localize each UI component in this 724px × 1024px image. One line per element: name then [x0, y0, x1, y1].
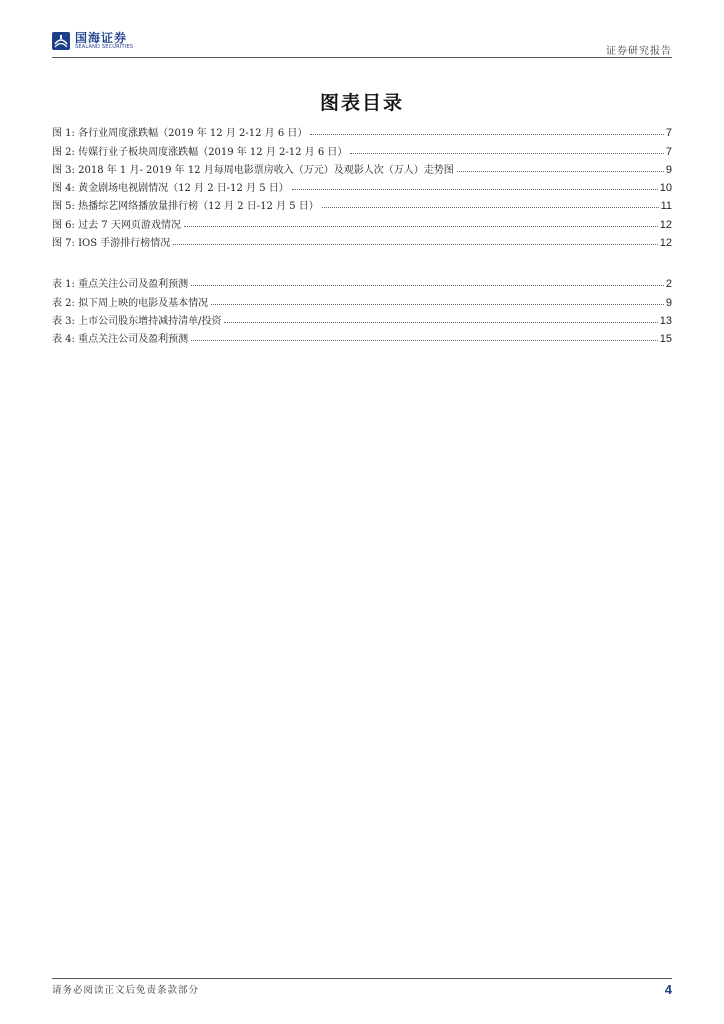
toc-entry[interactable] [52, 231, 672, 249]
toc-entry[interactable] [52, 176, 672, 194]
toc-entry[interactable] [52, 158, 672, 176]
company-logo [52, 32, 133, 50]
page-number: 4 [664, 982, 672, 997]
toc-label: 图 6: [52, 219, 75, 231]
leader-dots [224, 322, 657, 323]
toc-entry-text: 2018 年 1 月- 2019 年 12 月每周电影票房收入（万元）及观影人次（万人）走势图 [78, 164, 454, 176]
toc-label: 图 3: [52, 164, 75, 176]
leader-dots [173, 244, 657, 245]
toc-entry[interactable] [52, 212, 672, 230]
toc-label: 表 2: [52, 297, 75, 309]
toc-label: 图 1: [52, 128, 75, 140]
toc-entry-text: 黄金剧场电视剧情况（12 月 2 日-12 月 5 日） [78, 183, 289, 195]
toc-entry[interactable] [52, 139, 672, 157]
toc-label: 图 7: [52, 238, 75, 250]
leader-dots [184, 226, 658, 227]
leader-dots [457, 171, 664, 172]
toc-page-number: 13 [659, 314, 672, 327]
toc-page-number: 9 [665, 163, 672, 176]
toc-entry-text: IOS 手游排行榜情况 [78, 238, 171, 250]
table-list [52, 272, 672, 345]
toc-label: 表 3: [52, 315, 75, 327]
toc-page-number: 9 [665, 296, 672, 309]
toc-page-number: 10 [659, 182, 672, 195]
figure-list [52, 121, 672, 249]
toc-entry-text: 热播综艺网络播放量排行榜（12 月 2 日-12 月 5 日） [78, 201, 319, 213]
toc-page-number: 2 [665, 278, 672, 291]
toc-entry-text: 重点关注公司及盈利预测 [78, 279, 189, 291]
toc-label: 图 2: [52, 146, 75, 158]
toc-label: 表 4: [52, 334, 75, 346]
toc-entry[interactable] [52, 194, 672, 212]
page-header [52, 30, 672, 58]
sealand-logo-icon [52, 32, 70, 50]
toc-title: 图表目录 [319, 92, 404, 114]
toc-label: 图 5: [52, 201, 75, 213]
toc-entry[interactable] [52, 272, 672, 290]
report-type-label: 证券研究报告 [606, 46, 672, 57]
toc-entry-text: 各行业周度涨跌幅（2019 年 12 月 2-12 月 6 日） [78, 128, 308, 140]
page-footer [52, 978, 672, 1003]
toc-entry[interactable] [52, 121, 672, 139]
toc-page-number: 12 [659, 237, 672, 250]
leader-dots [322, 207, 659, 208]
toc-page-number: 7 [665, 145, 672, 158]
toc-page-number: 12 [659, 218, 672, 231]
toc-page-number: 7 [665, 127, 672, 140]
toc-entry-text: 传媒行业子板块周度涨跌幅（2019 年 12 月 2-12 月 6 日） [78, 146, 348, 158]
leader-dots [310, 134, 664, 135]
leader-dots [191, 340, 658, 341]
leader-dots [191, 285, 664, 286]
toc-page-number: 11 [660, 200, 672, 213]
toc-entry[interactable] [52, 327, 672, 345]
toc-entry[interactable] [52, 309, 672, 327]
toc-entry[interactable] [52, 290, 672, 308]
leader-dots [211, 304, 664, 305]
toc-entry-text: 上市公司股东增持减持清单/投资 [78, 315, 222, 327]
toc-entry-text: 拟下周上映的电影及基本情况 [78, 297, 209, 309]
toc-label: 图 4: [52, 183, 75, 195]
toc-page-number: 15 [659, 333, 672, 346]
leader-dots [292, 189, 658, 190]
disclaimer-note: 请务必阅读正文后免责条款部分 [52, 985, 200, 996]
logo-chinese-name: 国海证券 [75, 31, 128, 45]
toc-entry-text: 重点关注公司及盈利预测 [78, 334, 189, 346]
toc-entry-text: 过去 7 天网页游戏情况 [78, 219, 181, 231]
logo-english-name: SEALAND SECURITIES [75, 44, 134, 50]
toc-label: 表 1: [52, 279, 75, 291]
leader-dots [350, 153, 664, 154]
